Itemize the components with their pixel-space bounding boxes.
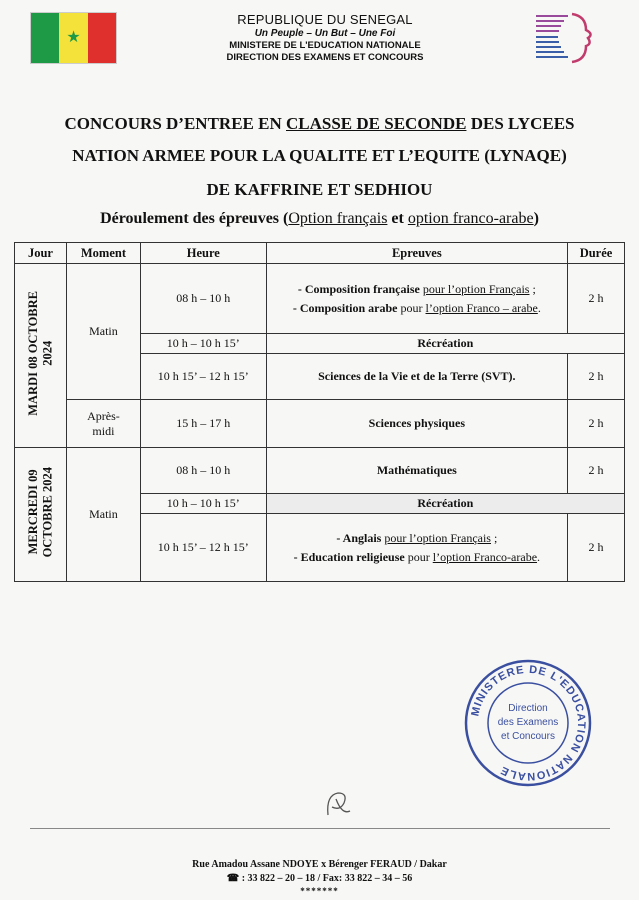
senegal-flag [30,12,117,64]
header-block [160,12,490,63]
motto: Un Peuple – Un But – Une Foi [254,28,396,39]
title-line-3: DE KAFFRINE ET SEDHIOU [206,180,433,199]
star-icon: ★ [66,29,81,46]
epreuve-cell: Sciences de la Vie et de la Terre (SVT). [266,354,567,400]
day-cell-2 [15,448,67,582]
title-line-1: CONCOURS D’ENTREE EN CLASSE DE SECONDE DES LYCEES [64,114,575,133]
moment-cell: Matin [66,448,140,582]
heure-cell: 15 h – 17 h [140,400,266,448]
epreuve-cell: - Anglais pour l’option Français ; - Education religieuse pour l’option Franco-arabe. [266,514,567,582]
col-header-jour: Jour [15,243,67,264]
duree-cell: 2 h [568,400,625,448]
recreation-cell: Récréation [266,494,624,514]
col-header-duree: Durée [568,243,625,264]
moment-cell: Matin [66,264,140,400]
heure-cell: 10 h 15’ – 12 h 15’ [140,514,266,582]
footer-divider [30,828,610,829]
svg-text:des Examens: des Examens [497,717,559,728]
day-label: MARDI 08 OCTOBRE 2024 [26,291,55,416]
official-stamp-icon [462,657,594,789]
epreuve-cell: - Composition française pour l’option Français ; - Composition arabe pour l’option Franco – arabe. [266,264,567,334]
duree-cell: 2 h [568,264,625,334]
day-label: MERCREDI 09 OCTOBRE 2024 [26,467,55,558]
signature-icon [318,785,358,825]
schedule-table [14,242,625,582]
svg-text:et Concours: et Concours [501,731,555,742]
col-header-heure: Heure [140,243,266,264]
table-header-row [15,243,625,264]
subtitle: Déroulement des épreuves (Option français et option franco-arabe) [100,210,539,227]
duree-cell: 2 h [568,448,625,494]
footer-stars: ******* [300,886,339,896]
epreuve-cell: Sciences physiques [266,400,567,448]
footer-phone: ☎ : 33 822 – 20 – 18 / Fax: 33 822 – 34 – 56 [226,873,413,884]
day-cell-1 [15,264,67,448]
table-row [15,264,625,334]
heure-cell: 10 h – 10 h 15’ [140,494,266,514]
duree-cell: 2 h [568,354,625,400]
footer-address: Rue Amadou Assane NDOYE x Bérenger FERAUD / Dakar [192,859,447,870]
col-header-moment: Moment [66,243,140,264]
col-header-epreuves: Epreuves [266,243,567,264]
svg-text:Direction: Direction [508,703,548,714]
title-line-2: NATION ARMEE POUR LA QUALITE ET L’EQUITE (LYNAQE) [72,146,567,165]
epreuve-cell: Mathématiques [266,448,567,494]
republic-name: REPUBLIQUE DU SENEGAL [237,12,413,27]
svg-text:MINISTERE DE L'EDUCATION NATIO: MINISTERE DE L'EDUCATION NATIONALE [469,663,588,783]
direction-name: DIRECTION DES EXAMENS ET CONCOURS [226,52,424,63]
ministry-name: MINISTERE DE L'EDUCATION NATIONALE [229,40,421,51]
recreation-cell: Récréation [266,334,624,354]
table-row [15,448,625,494]
heure-cell: 08 h – 10 h [140,448,266,494]
heure-cell: 10 h – 10 h 15’ [140,334,266,354]
moment-cell: Après- midi [66,400,140,448]
duree-cell: 2 h [568,514,625,582]
table-row [15,400,625,448]
heure-cell: 08 h – 10 h [140,264,266,334]
ministry-logo-icon [528,10,608,66]
heure-cell: 10 h 15’ – 12 h 15’ [140,354,266,400]
